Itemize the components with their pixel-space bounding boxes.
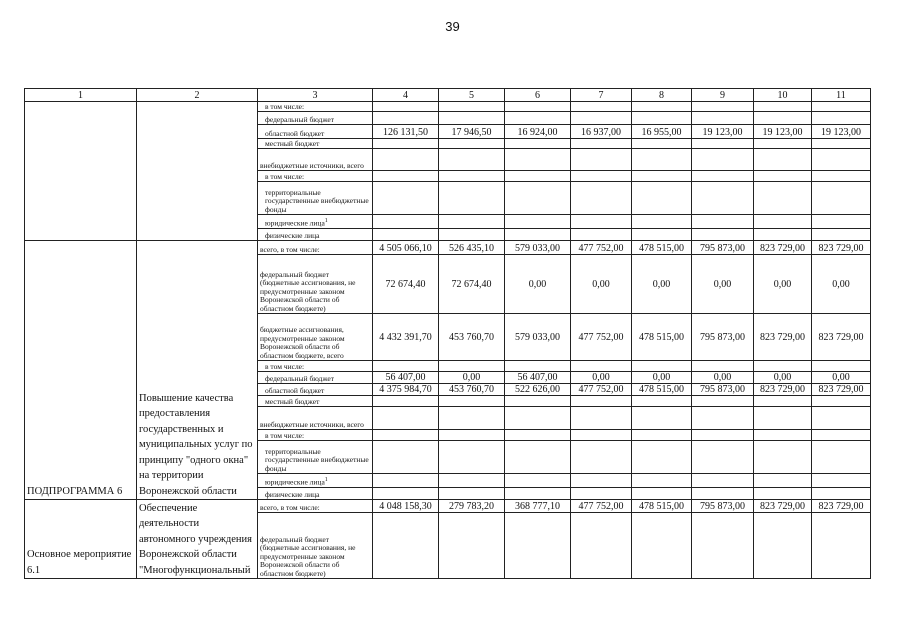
funding-source-label: федеральный бюджет — [265, 373, 335, 383]
value-cell: 0,00 — [812, 255, 871, 314]
program-name-cell: Повышение качества предоставления государственных и муниципальных услуг по принципу "одного окна" на территории Воронежской области — [137, 241, 258, 500]
value-cell — [692, 488, 754, 500]
value-cell — [373, 361, 439, 372]
funding-source-cell — [258, 441, 373, 474]
funding-source-cell — [258, 112, 373, 125]
value-cell — [754, 182, 812, 215]
value-cell — [439, 441, 505, 474]
value-cell: 526 435,10 — [439, 241, 505, 255]
funding-source-label: в том числе: — [265, 361, 305, 371]
value-cell — [632, 171, 692, 182]
header-cell: 10 — [754, 89, 812, 102]
funding-source-cell — [258, 102, 373, 112]
funding-source-cell — [258, 215, 373, 229]
value-cell — [754, 407, 812, 430]
value-cell — [754, 430, 812, 441]
value-cell: 795 873,00 — [692, 241, 754, 255]
value-cell — [439, 396, 505, 407]
value-cell — [692, 396, 754, 407]
funding-source-label: в том числе: — [265, 430, 305, 440]
value-cell — [373, 182, 439, 215]
value-cell — [812, 488, 871, 500]
value-cell — [439, 102, 505, 112]
funding-source-cell — [258, 125, 373, 139]
value-cell — [505, 407, 571, 430]
value-cell: 16 937,00 — [571, 125, 632, 139]
value-cell — [505, 441, 571, 474]
funding-source-label: внебюджетные источники, всего — [260, 419, 364, 429]
value-cell: 795 873,00 — [692, 384, 754, 396]
funding-source-cell — [258, 407, 373, 430]
value-cell: 478 515,00 — [632, 384, 692, 396]
value-cell — [439, 171, 505, 182]
value-cell — [571, 182, 632, 215]
value-cell — [505, 513, 571, 579]
funding-source-label: юридические лица — [265, 218, 325, 228]
value-cell: 579 033,00 — [505, 241, 571, 255]
value-cell — [373, 396, 439, 407]
header-cell: 4 — [373, 89, 439, 102]
funding-source-cell — [258, 241, 373, 255]
value-cell — [812, 441, 871, 474]
funding-source-label: местный бюджет — [265, 396, 320, 406]
funding-source-cell — [258, 384, 373, 396]
value-cell — [571, 112, 632, 125]
value-cell — [373, 149, 439, 171]
value-cell — [632, 182, 692, 215]
value-cell — [632, 149, 692, 171]
value-cell — [571, 149, 632, 171]
value-cell: 795 873,00 — [692, 500, 754, 513]
value-cell — [373, 171, 439, 182]
funding-source-label: внебюджетные источники, всего — [260, 160, 364, 170]
value-cell — [812, 102, 871, 112]
funding-source-cell — [258, 314, 373, 361]
value-cell — [505, 430, 571, 441]
header-cell: 9 — [692, 89, 754, 102]
funding-source-label: территориальные государственные внебюджетные фонды — [265, 446, 369, 473]
value-cell — [505, 229, 571, 241]
value-cell — [439, 430, 505, 441]
value-cell — [373, 139, 439, 149]
value-cell — [373, 407, 439, 430]
value-cell — [812, 407, 871, 430]
value-cell: 0,00 — [692, 372, 754, 384]
value-cell — [373, 112, 439, 125]
value-cell: 0,00 — [632, 372, 692, 384]
value-cell: 823 729,00 — [812, 384, 871, 396]
value-cell — [692, 182, 754, 215]
value-cell: 823 729,00 — [812, 314, 871, 361]
value-cell — [632, 441, 692, 474]
value-cell: 477 752,00 — [571, 384, 632, 396]
value-cell — [812, 513, 871, 579]
value-cell — [812, 139, 871, 149]
value-cell: 823 729,00 — [754, 500, 812, 513]
value-cell — [754, 441, 812, 474]
header-cell: 2 — [137, 89, 258, 102]
value-cell — [439, 112, 505, 125]
value-cell — [754, 215, 812, 229]
value-cell: 0,00 — [812, 372, 871, 384]
value-cell — [692, 361, 754, 372]
value-cell — [505, 171, 571, 182]
value-cell — [692, 229, 754, 241]
value-cell — [632, 215, 692, 229]
value-cell — [571, 215, 632, 229]
funding-source-cell — [258, 372, 373, 384]
value-cell — [812, 430, 871, 441]
funding-source-cell — [258, 171, 373, 182]
value-cell — [754, 361, 812, 372]
value-cell: 478 515,00 — [632, 314, 692, 361]
funding-source-label: федеральный бюджет (бюджетные ассигнования, не предусмотренные законом Воронежской области об областном бюджете) — [260, 269, 356, 313]
value-cell: 16 955,00 — [632, 125, 692, 139]
funding-source-label: местный бюджет — [265, 138, 320, 148]
value-cell: 0,00 — [632, 255, 692, 314]
value-cell: 17 946,50 — [439, 125, 505, 139]
value-cell — [812, 396, 871, 407]
header-cell: 8 — [632, 89, 692, 102]
value-cell — [632, 112, 692, 125]
value-cell — [571, 102, 632, 112]
value-cell — [571, 396, 632, 407]
value-cell: 453 760,70 — [439, 314, 505, 361]
value-cell — [373, 215, 439, 229]
funding-source-cell — [258, 513, 373, 579]
page-number: 39 — [445, 19, 460, 34]
table-row — [25, 241, 871, 255]
status-cell: ПОДПРОГРАММА 6 — [25, 241, 137, 500]
value-cell — [754, 474, 812, 488]
funding-source-label: областной бюджет — [265, 385, 325, 395]
value-cell: 279 783,20 — [439, 500, 505, 513]
header-cell: 3 — [258, 89, 373, 102]
value-cell — [571, 139, 632, 149]
value-cell — [692, 407, 754, 430]
value-cell — [439, 474, 505, 488]
value-cell — [812, 215, 871, 229]
value-cell — [571, 513, 632, 579]
value-cell: 126 131,50 — [373, 125, 439, 139]
funding-source-label: юридические лица — [265, 477, 325, 487]
value-cell: 522 626,00 — [505, 384, 571, 396]
value-cell: 0,00 — [754, 255, 812, 314]
value-cell — [571, 407, 632, 430]
value-cell — [812, 171, 871, 182]
value-cell — [571, 171, 632, 182]
header-cell: 1 — [25, 89, 137, 102]
funding-source-cell — [258, 182, 373, 215]
funding-source-cell — [258, 361, 373, 372]
value-cell — [373, 229, 439, 241]
funding-source-label: всего, в том числе: — [260, 502, 320, 512]
value-cell — [373, 488, 439, 500]
value-cell — [692, 215, 754, 229]
value-cell: 56 407,00 — [373, 372, 439, 384]
value-cell — [754, 139, 812, 149]
value-cell — [754, 229, 812, 241]
value-cell — [632, 407, 692, 430]
value-cell — [439, 182, 505, 215]
funding-source-label: бюджетные ассигнования, предусмотренные законом Воронежской области об областном бюджете, всего — [260, 325, 345, 360]
value-cell — [812, 149, 871, 171]
value-cell: 368 777,10 — [505, 500, 571, 513]
value-cell — [692, 171, 754, 182]
value-cell — [754, 488, 812, 500]
value-cell — [571, 488, 632, 500]
value-cell — [632, 513, 692, 579]
funding-source-cell — [258, 149, 373, 171]
value-cell — [754, 149, 812, 171]
header-cell: 5 — [439, 89, 505, 102]
value-cell: 823 729,00 — [754, 384, 812, 396]
value-cell: 56 407,00 — [505, 372, 571, 384]
value-cell: 823 729,00 — [812, 241, 871, 255]
value-cell — [692, 102, 754, 112]
funding-source-cell — [258, 255, 373, 314]
value-cell — [692, 430, 754, 441]
value-cell — [754, 171, 812, 182]
value-cell: 795 873,00 — [692, 314, 754, 361]
status-cell: Основное мероприятие 6.1 — [25, 500, 137, 579]
header-row — [25, 89, 871, 102]
value-cell — [692, 513, 754, 579]
value-cell: 579 033,00 — [505, 314, 571, 361]
value-cell — [373, 430, 439, 441]
value-cell — [692, 149, 754, 171]
value-cell — [439, 229, 505, 241]
value-cell: 0,00 — [754, 372, 812, 384]
funding-source-label: федеральный бюджет — [265, 114, 335, 124]
value-cell — [439, 488, 505, 500]
value-cell: 0,00 — [571, 255, 632, 314]
value-cell — [505, 182, 571, 215]
value-cell: 4 432 391,70 — [373, 314, 439, 361]
value-cell — [632, 488, 692, 500]
value-cell — [632, 474, 692, 488]
value-cell — [754, 396, 812, 407]
value-cell — [439, 407, 505, 430]
value-cell — [505, 112, 571, 125]
value-cell — [632, 229, 692, 241]
funding-source-label: физические лица — [265, 489, 320, 499]
value-cell — [505, 139, 571, 149]
value-cell — [692, 441, 754, 474]
value-cell — [505, 396, 571, 407]
value-cell — [571, 441, 632, 474]
footnote-marker: 1 — [324, 477, 328, 483]
table-body — [25, 89, 871, 579]
value-cell: 823 729,00 — [812, 500, 871, 513]
value-cell — [812, 182, 871, 215]
value-cell: 477 752,00 — [571, 241, 632, 255]
value-cell — [373, 102, 439, 112]
value-cell — [439, 513, 505, 579]
value-cell — [373, 441, 439, 474]
value-cell — [692, 112, 754, 125]
value-cell: 0,00 — [692, 255, 754, 314]
value-cell — [439, 149, 505, 171]
table-row — [25, 102, 871, 112]
value-cell — [812, 361, 871, 372]
value-cell: 0,00 — [505, 255, 571, 314]
value-cell — [505, 488, 571, 500]
value-cell: 4 505 066,10 — [373, 241, 439, 255]
value-cell — [439, 139, 505, 149]
value-cell — [632, 361, 692, 372]
value-cell: 19 123,00 — [692, 125, 754, 139]
value-cell: 19 123,00 — [754, 125, 812, 139]
value-cell — [632, 396, 692, 407]
funding-source-cell — [258, 396, 373, 407]
value-cell: 4 048 158,30 — [373, 500, 439, 513]
value-cell — [632, 102, 692, 112]
value-cell: 0,00 — [439, 372, 505, 384]
value-cell: 72 674,40 — [373, 255, 439, 314]
value-cell — [754, 513, 812, 579]
value-cell: 477 752,00 — [571, 500, 632, 513]
funding-source-label: всего, в том числе: — [260, 244, 320, 254]
value-cell — [505, 102, 571, 112]
program-name-cell — [137, 102, 258, 241]
value-cell: 478 515,00 — [632, 241, 692, 255]
funding-source-label: территориальные государственные внебюджетные фонды — [265, 187, 369, 214]
value-cell: 19 123,00 — [812, 125, 871, 139]
footnote-marker: 1 — [324, 218, 328, 224]
value-cell — [632, 430, 692, 441]
value-cell — [373, 513, 439, 579]
value-cell — [373, 474, 439, 488]
funding-source-label: федеральный бюджет (бюджетные ассигнования, не предусмотренные законом Воронежской области об областном бюджете) — [260, 534, 356, 578]
funding-source-cell — [258, 229, 373, 241]
value-cell — [505, 361, 571, 372]
value-cell — [505, 474, 571, 488]
program-name-cell: Обеспечение деятельности автономного учреждения Воронежской области "Многофункциональный — [137, 500, 258, 579]
value-cell: 4 375 984,70 — [373, 384, 439, 396]
funding-source-cell — [258, 430, 373, 441]
value-cell: 0,00 — [571, 372, 632, 384]
value-cell — [692, 139, 754, 149]
value-cell: 72 674,40 — [439, 255, 505, 314]
value-cell — [754, 112, 812, 125]
funding-source-label: в том числе: — [265, 171, 305, 181]
header-cell: 11 — [812, 89, 871, 102]
funding-source-label: в том числе: — [265, 101, 305, 111]
value-cell — [571, 229, 632, 241]
funding-source-cell — [258, 488, 373, 500]
budget-table — [24, 88, 871, 579]
value-cell: 823 729,00 — [754, 241, 812, 255]
funding-source-label: физические лица — [265, 230, 320, 240]
status-cell — [25, 102, 137, 241]
value-cell: 453 760,70 — [439, 384, 505, 396]
header-cell: 6 — [505, 89, 571, 102]
value-cell: 823 729,00 — [754, 314, 812, 361]
funding-source-label: областной бюджет — [265, 128, 325, 138]
value-cell — [571, 474, 632, 488]
value-cell — [632, 139, 692, 149]
value-cell — [812, 112, 871, 125]
value-cell — [505, 215, 571, 229]
value-cell — [505, 149, 571, 171]
value-cell — [571, 430, 632, 441]
header-cell: 7 — [571, 89, 632, 102]
value-cell — [439, 361, 505, 372]
value-cell — [812, 474, 871, 488]
value-cell: 478 515,00 — [632, 500, 692, 513]
funding-source-cell — [258, 500, 373, 513]
funding-source-cell — [258, 474, 373, 488]
value-cell — [439, 215, 505, 229]
funding-source-cell — [258, 139, 373, 149]
value-cell — [754, 102, 812, 112]
value-cell — [571, 361, 632, 372]
table-row — [25, 500, 871, 513]
value-cell: 16 924,00 — [505, 125, 571, 139]
value-cell: 477 752,00 — [571, 314, 632, 361]
value-cell — [812, 229, 871, 241]
value-cell — [692, 474, 754, 488]
